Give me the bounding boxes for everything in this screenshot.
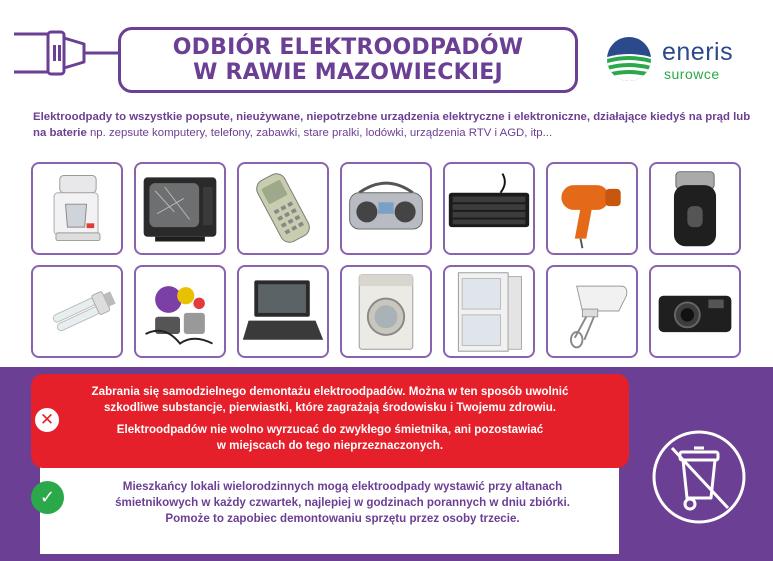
prohibited-x-icon: ✕ [32,405,62,435]
boombox-icon [342,164,430,253]
title-line-2: W RAWIE MAZOWIECKIEJ [193,60,503,85]
eneris-logo [606,36,756,86]
checkmark-icon: ✓ [31,481,64,514]
plug-icon [14,28,124,78]
laptop-icon [239,267,327,356]
energy-saving-bulb-icon [33,267,121,356]
tile-crt-tv [134,162,226,255]
info-text [70,479,615,527]
title-box [118,27,578,93]
tile-washing-machine [340,265,432,358]
tile-camera [649,265,741,358]
washing-machine-icon [342,267,430,356]
keyboard-icon [445,164,533,253]
toys-pile-icon [136,267,224,356]
hand-mixer-icon [548,267,636,356]
tile-mobile-phone [237,162,329,255]
tile-hair-dryer [546,162,638,255]
tile-boombox [340,162,432,255]
tile-hand-mixer [546,265,638,358]
electric-shaver-icon [651,164,739,253]
tile-keyboard [443,162,535,255]
logo-name: eneris [662,38,734,66]
info-line-1: Mieszkańcy lokali wielorodzinnych mogą elektroodpady wystawić przy altanach [122,480,563,493]
tile-laptop [237,265,329,358]
intro-text [33,109,753,141]
title-line-1: ODBIÓR ELEKTROODPADÓW [172,35,524,60]
tile-energy-saving-bulb [31,265,123,358]
info-line-2: śmietnikowych w każdy czwartek, najlepiej w godzinach porannych w dniu zbiórki. [115,496,570,509]
warning-line-1: Zabrania się samodzielnego demontażu elektroodpadów. Można w ten sposób uwolnić [91,385,569,398]
warning-box [31,374,629,468]
crossed-bin-icon [650,428,748,526]
tile-refrigerator [443,265,535,358]
device-grid [31,162,744,358]
mobile-phone-icon [239,164,327,253]
tile-coffee-maker [31,162,123,255]
refrigerator-icon [445,267,533,356]
info-line-3: Pomoże to zapobiec demontowaniu sprzętu przez osoby trzecie. [165,512,520,525]
intro-rest: np. zepsute komputery, telefony, zabawki, stare pralki, lodówki, urządzenia RTV i AGD, itp... [86,127,553,139]
hair-dryer-icon [548,164,636,253]
tile-electric-shaver [649,162,741,255]
logo-subtitle: surowce [664,66,720,82]
tile-toys [134,265,226,358]
crt-television-icon [136,164,224,253]
coffee-maker-icon [33,164,121,253]
intro-bold: Elektroodpady to wszystkie popsute, nieużywane, niepotrzebne urządzenia elektryczne i elektroniczne, działające kiedyś na prąd lub na baterie [33,111,751,139]
warning-line-3: Elektroodpadów nie wolno wyrzucać do zwykłego śmietnika, ani pozostawiać [116,423,544,436]
warning-line-4: w miejscach do tego nieprzeznaczonych. [216,439,444,452]
eneris-logo-mark-icon [606,36,652,82]
warning-line-2: szkodliwe substancje, pierwiastki, które zagrażają środowisku i Twojemu zdrowiu. [103,401,557,414]
camera-icon [651,267,739,356]
